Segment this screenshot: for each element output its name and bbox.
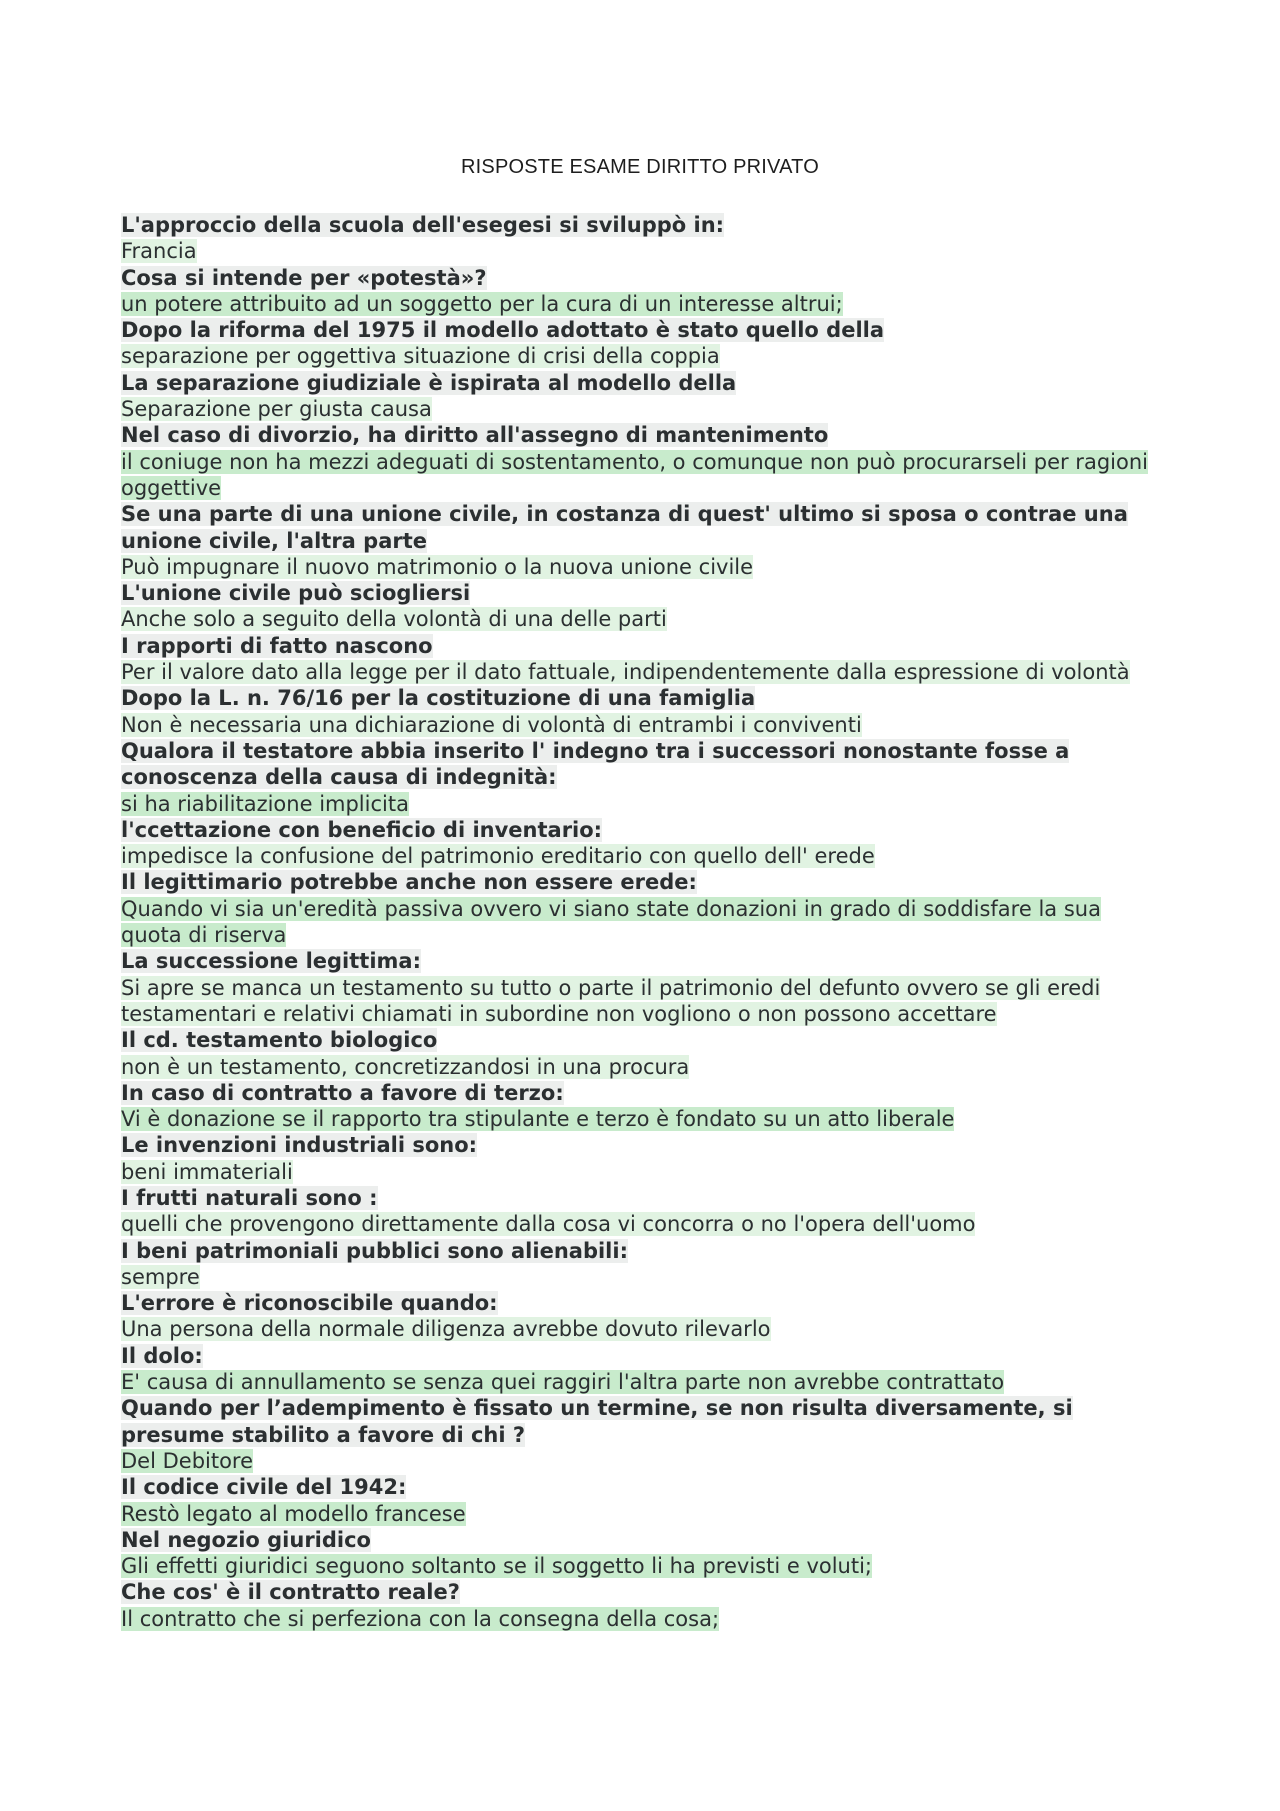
answer-label: Anche solo a seguito della volontà di una delle parti [121,607,667,632]
question-text [121,869,1166,895]
question-label: Dopo la L. n. 76/16 per la costituzione di una famiglia [121,686,756,711]
answer-label: si ha riabilitazione implicita [121,791,409,816]
answer-text [121,1448,1166,1474]
answer-text [121,1316,1166,1342]
answer-label: Vi è donazione se il rapporto tra stipulante e terzo è fondato su un atto liberale [121,1107,955,1132]
question-text [121,1343,1166,1369]
question-text [121,1527,1166,1553]
question-label: I beni patrimoniali pubblici sono alienabili: [121,1238,628,1263]
question-text [121,1132,1166,1158]
answer-text [121,975,1166,1028]
question-text [121,685,1166,711]
question-text [121,1579,1166,1605]
answer-label: Una persona della normale diligenza avrebbe dovuto rilevarlo [121,1317,771,1342]
answer-label: Del Debitore [121,1448,254,1473]
question-text [121,212,1166,238]
question-text [121,1185,1166,1211]
question-label: Qualora il testatore abbia inserito l' indegno tra i successori nonostante fosse a conoscenza della causa di indegnità: [121,738,1070,790]
answer-text [121,896,1166,949]
question-label: Nel negozio giuridico [121,1527,371,1552]
answer-label: Separazione per giusta causa [121,397,432,422]
question-label: Il cd. testamento biologico [121,1028,438,1053]
question-text [121,1290,1166,1316]
question-label: Il legittimario potrebbe anche non essere erede: [121,870,697,895]
answer-label: non è un testamento, concretizzandosi in una procura [121,1054,690,1079]
answer-label: Quando vi sia un'eredità passiva ovvero vi siano state donazioni in grado di soddisfare la sua quota di riserva [121,896,1101,948]
question-label: I frutti naturali sono : [121,1185,378,1210]
answer-label: sempre [121,1264,200,1289]
question-label: Il codice civile del 1942: [121,1475,407,1500]
answer-label: quelli che provengono direttamente dalla cosa vi concorra o no l'opera dell'uomo [121,1212,976,1237]
answer-text [121,449,1166,502]
answer-text [121,1501,1166,1527]
question-text [121,580,1166,606]
question-label: In caso di contratto a favore di terzo: [121,1080,564,1105]
question-text [121,817,1166,843]
answer-label: Il contratto che si perfeziona con la consegna della cosa; [121,1606,720,1631]
answer-text [121,1369,1166,1395]
answer-text [121,238,1166,264]
answer-label: il coniuge non ha mezzi adeguati di sostentamento, o comunque non può procurarseli per ragioni oggettive [121,449,1148,500]
answer-text [121,1264,1166,1290]
question-text [121,1238,1166,1264]
answer-label: un potere attribuito ad un soggetto per la cura di un interesse altrui; [121,291,843,316]
question-label: Cosa si intende per «potestà»? [121,265,487,290]
answer-label: Si apre se manca un testamento su tutto o parte il patrimonio del defunto ovvero se gli eredi testamentari e relativi chiamati in subordine non vogliono o non possono accettare [121,975,1101,1026]
answer-text [121,291,1166,317]
question-text [121,633,1166,659]
question-label: l'ccettazione con beneficio di inventario: [121,817,603,842]
question-text [121,501,1166,554]
answer-text [121,1106,1166,1132]
question-text [121,317,1166,343]
question-label: La separazione giudiziale è ispirata al modello della [121,370,737,395]
question-label: Le invenzioni industriali sono: [121,1133,478,1158]
answer-text [121,1606,1166,1632]
question-text [121,948,1166,974]
question-text [121,370,1166,396]
question-label: Nel caso di divorzio, ha diritto all'assegno di mantenimento [121,423,829,448]
question-text [121,738,1166,791]
answer-label: Restò legato al modello francese [121,1501,466,1526]
answer-text [121,396,1166,422]
question-text [121,1474,1166,1500]
question-label: Dopo la riforma del 1975 il modello adottato è stato quello della [121,318,885,343]
answer-text [121,1553,1166,1579]
answer-text [121,1211,1166,1237]
answer-label: Francia [121,239,197,264]
answer-label: beni immateriali [121,1159,293,1184]
question-label: Quando per l’adempimento è fissato un termine, se non risulta diversamente, si presume stabilito a favore di chi ? [121,1396,1073,1447]
answer-label: Può impugnare il nuovo matrimonio o la nuova unione civile [121,554,754,579]
question-label: Il dolo: [121,1343,203,1368]
answer-text [121,554,1166,580]
question-text [121,265,1166,291]
answer-label: impedisce la confusione del patrimonio ereditario con quello dell' erede [121,844,875,869]
answer-text [121,606,1166,632]
document-title: RISPOSTE ESAME DIRITTO PRIVATO [461,156,819,178]
question-label: L'approccio della scuola dell'esegesi si sviluppò in: [121,213,725,237]
answer-label: E' causa di annullamento se senza quei raggiri l'altra parte non avrebbe contrattato [121,1370,1005,1395]
answer-text [121,712,1166,738]
question-label: I rapporti di fatto nascono [121,633,433,658]
question-label: Che cos' è il contratto reale? [121,1580,460,1605]
answer-text [121,1054,1166,1080]
answer-label: Gli effetti giuridici seguono soltanto se il soggetto li ha previsti e voluti; [121,1554,873,1579]
answer-label: Per il valore dato alla legge per il dato fattuale, indipendentemente dalla espressione di volontà [121,660,1130,685]
question-text [121,422,1166,448]
question-text [121,1027,1166,1053]
answer-text [121,843,1166,869]
question-label: L'errore è riconoscibile quando: [121,1291,498,1316]
answer-label: Non è necessaria una dichiarazione di volontà di entrambi i conviventi [121,712,862,737]
answer-text [121,659,1166,685]
question-text [121,1395,1166,1448]
question-label: Se una parte di una unione civile, in costanza di quest' ultimo si sposa o contrae una unione civile, l'altra parte [121,502,1128,553]
answer-text [121,343,1166,369]
question-label: L'unione civile può sciogliersi [121,581,471,606]
qa-list [121,212,1166,1632]
answer-label: separazione per oggettiva situazione di crisi della coppia [121,344,720,369]
question-text [121,1080,1166,1106]
answer-text [121,1159,1166,1185]
answer-text [121,791,1166,817]
question-label: La successione legittima: [121,949,421,974]
